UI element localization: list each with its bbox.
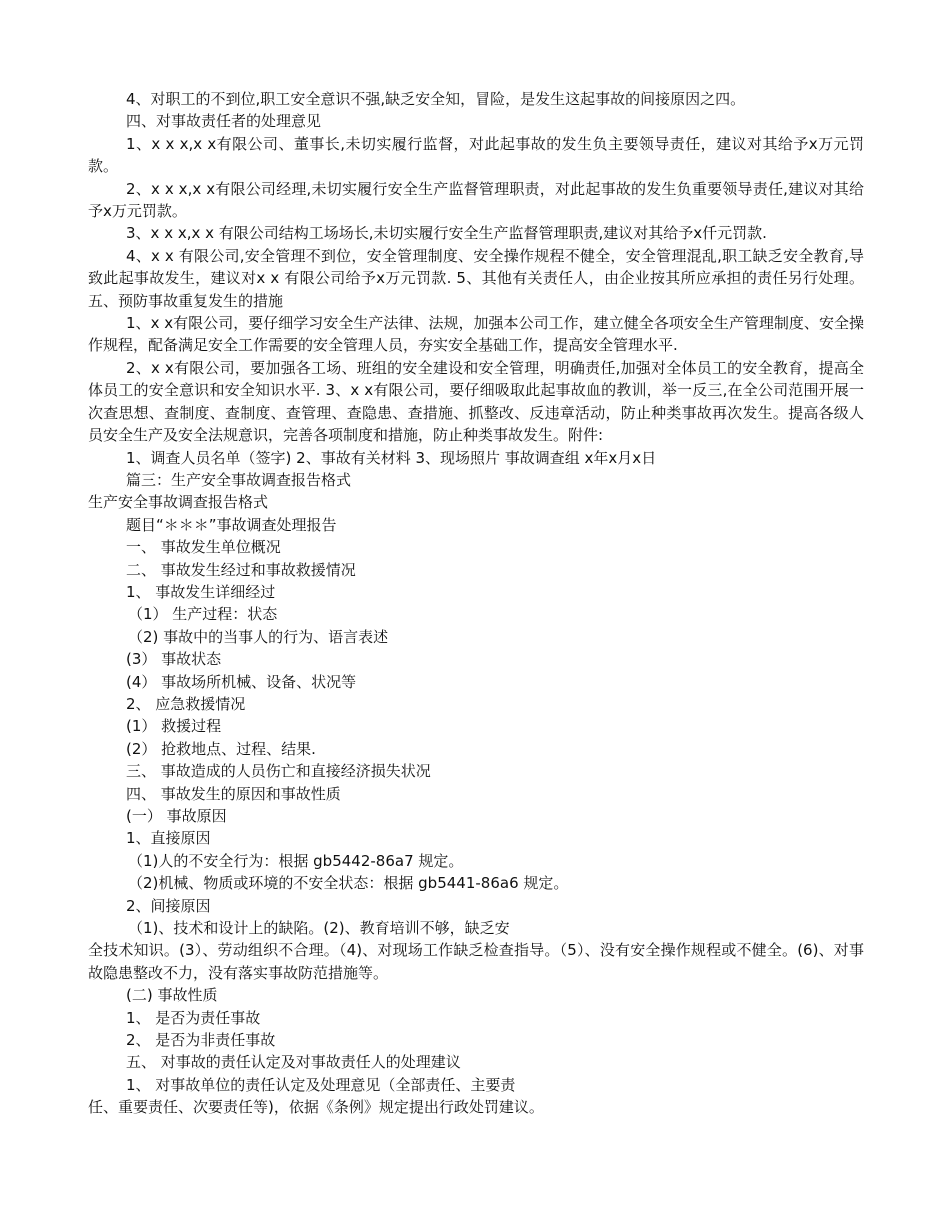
document-page <box>88 88 864 1119</box>
paragraph: 任、重要责任、次要责任等)，依据《条例》规定提出行政处罚建议。 <box>88 1098 544 1117</box>
outline-item: （1)、技术和设计上的缺陷。(2)、教育培训不够，缺乏安 <box>128 919 510 938</box>
outline-item: (二) 事故性质 <box>126 986 218 1005</box>
outline-item: （2) 事故中的当事人的行为、语言表述 <box>128 627 389 646</box>
outline-item: （2)机械、物质或环境的不安全状态：根据 gb5441-86a6 规定。 <box>128 874 569 893</box>
outline-item: (1） 救援过程 <box>126 717 222 736</box>
outline-item: 1、 事故发生详细经过 <box>126 582 276 601</box>
section-heading: 篇三：生产安全事故调查报告格式 <box>126 470 352 489</box>
outline-item: (2） 抢救地点、过程、结果. <box>126 739 316 758</box>
attachment-line: 1、调查人员名单（签字) 2、事故有关材料 3、现场照片 事故调查组 x年x月x日 <box>126 448 657 467</box>
outline-item: （1)人的不安全行为：根据 gb5442-86a7 规定。 <box>128 851 464 870</box>
outline-item: (3） 事故状态 <box>126 650 222 669</box>
section-heading: 四、对事故责任者的处理意见 <box>126 112 322 131</box>
outline-item: 一、 事故发生单位概况 <box>126 538 281 557</box>
outline-item: 2、 应急救援情况 <box>126 694 246 713</box>
paragraph: 2、x x有限公司，要加强各工场、班组的安全建设和安全管理，明确责任,加强对全体员工的安全教育，提高全体员工的安全意识和安全知识水平. 3、x x有限公司，要仔细吸取此起事故血的教训，举一反三,在全公司范围开展一次查思想、查制度、查制度、查管理、查隐患、查措施、抓整改、反违章活动，防止种类事故再次发生。提高各级人员安全生产及安全法规意识，完善各项制度和措施，防止种类事故发生。附件: <box>88 358 864 445</box>
paragraph: 4、对职工的不到位,职工安全意识不强,缺乏安全知，冒险，是发生这起事故的间接原因之四。 <box>126 90 746 108</box>
outline-item: 2、间接原因 <box>126 896 211 915</box>
paragraph: 2、x x x,x x有限公司经理,未切实履行安全生产监督管理职责，对此起事故的发生负重要领导责任,建议对其给予x万元罚款。 <box>88 179 864 221</box>
outline-item: (4） 事故场所机械、设备、状况等 <box>126 672 357 691</box>
outline-item: 四、 事故发生的原因和事故性质 <box>126 784 341 803</box>
outline-item: 1、 是否为责任事故 <box>126 1008 261 1027</box>
paragraph: 全技术知识。(3）、劳动组织不合理。（4)、对现场工作缺乏检查指导。（5）、没有安全操作规程或不健全。(6)、对事故隐患整改不力，没有落实事故防范措施等。 <box>88 941 864 982</box>
document-title: 生产安全事故调查报告格式 <box>88 493 269 512</box>
outline-item: 五、 对事故的责任认定及对事故责任人的处理建议 <box>126 1053 461 1072</box>
outline-item: (一） 事故原因 <box>126 807 227 825</box>
outline-item: 1、直接原因 <box>126 829 211 848</box>
paragraph: 1、x x有限公司，要仔细学习安全生产法律、法规，加强本公司工作，建立健全各项安全生产管理制度、安全操作规程，配备满足安全工作需要的安全管理人员，夯实安全基础工作，提高安全管理水平. <box>88 314 864 355</box>
outline-item: 1、 对事故单位的责任认定及处理意见（全部责任、主要责 <box>126 1075 516 1094</box>
paragraph: 4、x x 有限公司,安全管理不到位，安全管理制度、安全操作规程不健全，安全管理混乱,职工缺乏安全教育,导致此起事故发生，建议对x x 有限公司给予x万元罚款. 5、其他有关责任人，由企业按其所应承担的责任另行处理。 五、预防事故重复发生的措施 <box>88 246 864 310</box>
outline-item: 二、 事故发生经过和事故救援情况 <box>126 560 356 579</box>
paragraph: 3、x x x,x x 有限公司结构工场场长,未切实履行安全生产监督管理职责,建议对其给予x仟元罚款. <box>126 224 767 243</box>
report-title-line: 题目“＊＊＊”事故调查处理报告 <box>126 515 337 534</box>
outline-item: 三、 事故造成的人员伤亡和直接经济损失状况 <box>126 762 431 781</box>
outline-item: （1） 生产过程：状态 <box>128 605 278 624</box>
outline-item: 2、 是否为非责任事故 <box>126 1031 276 1050</box>
paragraph: 1、x x x,x x有限公司、董事长,未切实履行监督，对此起事故的发生负主要领导责任，建议对其给予x万元罚款。 <box>88 134 864 176</box>
